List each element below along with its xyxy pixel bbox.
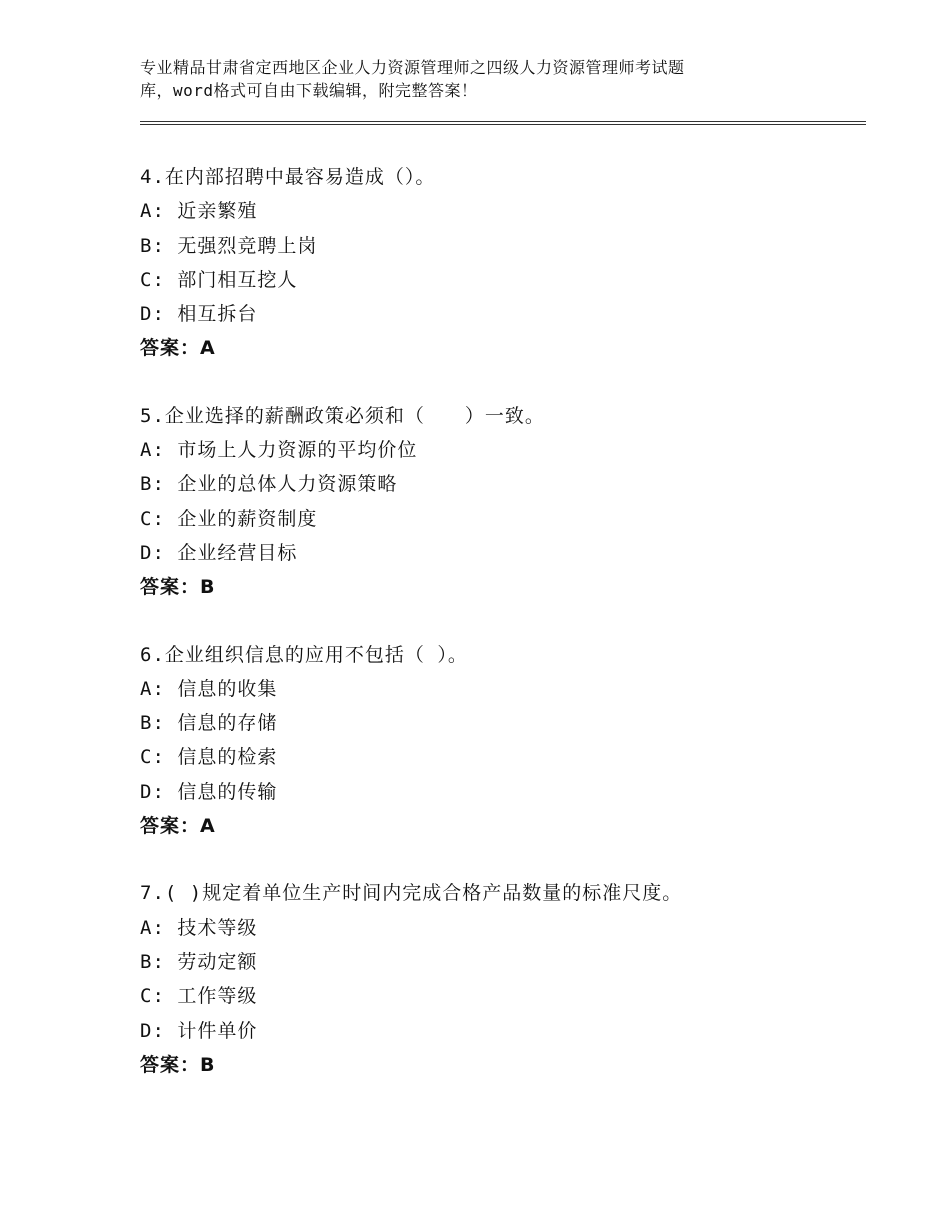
question-stem: 5.企业选择的薪酬政策必须和（ ）一致。 bbox=[140, 404, 545, 427]
option-c: C: 信息的检索 bbox=[140, 746, 278, 769]
question-stem: 6.企业组织信息的应用不包括（ ）。 bbox=[140, 643, 468, 666]
header-rule-top bbox=[140, 121, 866, 122]
option-d: D: 相互拆台 bbox=[140, 303, 258, 326]
option-c: C: 部门相互挖人 bbox=[140, 268, 298, 291]
question-5 bbox=[140, 399, 866, 605]
option-b: B: 劳动定额 bbox=[140, 950, 258, 973]
answer: 答案：B bbox=[140, 1053, 216, 1076]
document-header bbox=[140, 56, 780, 102]
answer: 答案：A bbox=[140, 815, 216, 838]
question-stem: 4.在内部招聘中最容易造成（）。 bbox=[140, 166, 436, 188]
header-rule-bottom bbox=[140, 124, 866, 125]
question-6 bbox=[140, 638, 866, 844]
option-a: A: 近亲繁殖 bbox=[140, 200, 258, 223]
option-c: C: 工作等级 bbox=[140, 985, 258, 1008]
option-d: D: 计件单价 bbox=[140, 1019, 258, 1042]
option-b: B: 信息的存储 bbox=[140, 712, 278, 735]
option-a: A: 市场上人力资源的平均价位 bbox=[140, 439, 418, 462]
option-a: A: 信息的收集 bbox=[140, 677, 278, 700]
answer: 答案：A bbox=[140, 337, 216, 360]
question-7 bbox=[140, 876, 866, 1082]
option-d: D: 信息的传输 bbox=[140, 780, 278, 803]
answer: 答案：B bbox=[140, 576, 216, 599]
question-4 bbox=[140, 160, 866, 366]
option-b: B: 企业的总体人力资源策略 bbox=[140, 473, 398, 496]
option-b: B: 无强烈竞聘上岗 bbox=[140, 234, 318, 257]
question-stem: 7.( )规定着单位生产时间内完成合格产品数量的标准尺度。 bbox=[140, 882, 683, 905]
option-d: D: 企业经营目标 bbox=[140, 541, 298, 564]
header-line-2: 库，word格式可自由下载编辑，附完整答案！ bbox=[140, 81, 478, 100]
question-list bbox=[140, 160, 866, 1115]
option-c: C: 企业的薪资制度 bbox=[140, 507, 318, 530]
option-a: A: 技术等级 bbox=[140, 916, 258, 939]
header-line-1: 专业精品甘肃省定西地区企业人力资源管理师之四级人力资源管理师考试题 bbox=[140, 58, 685, 77]
